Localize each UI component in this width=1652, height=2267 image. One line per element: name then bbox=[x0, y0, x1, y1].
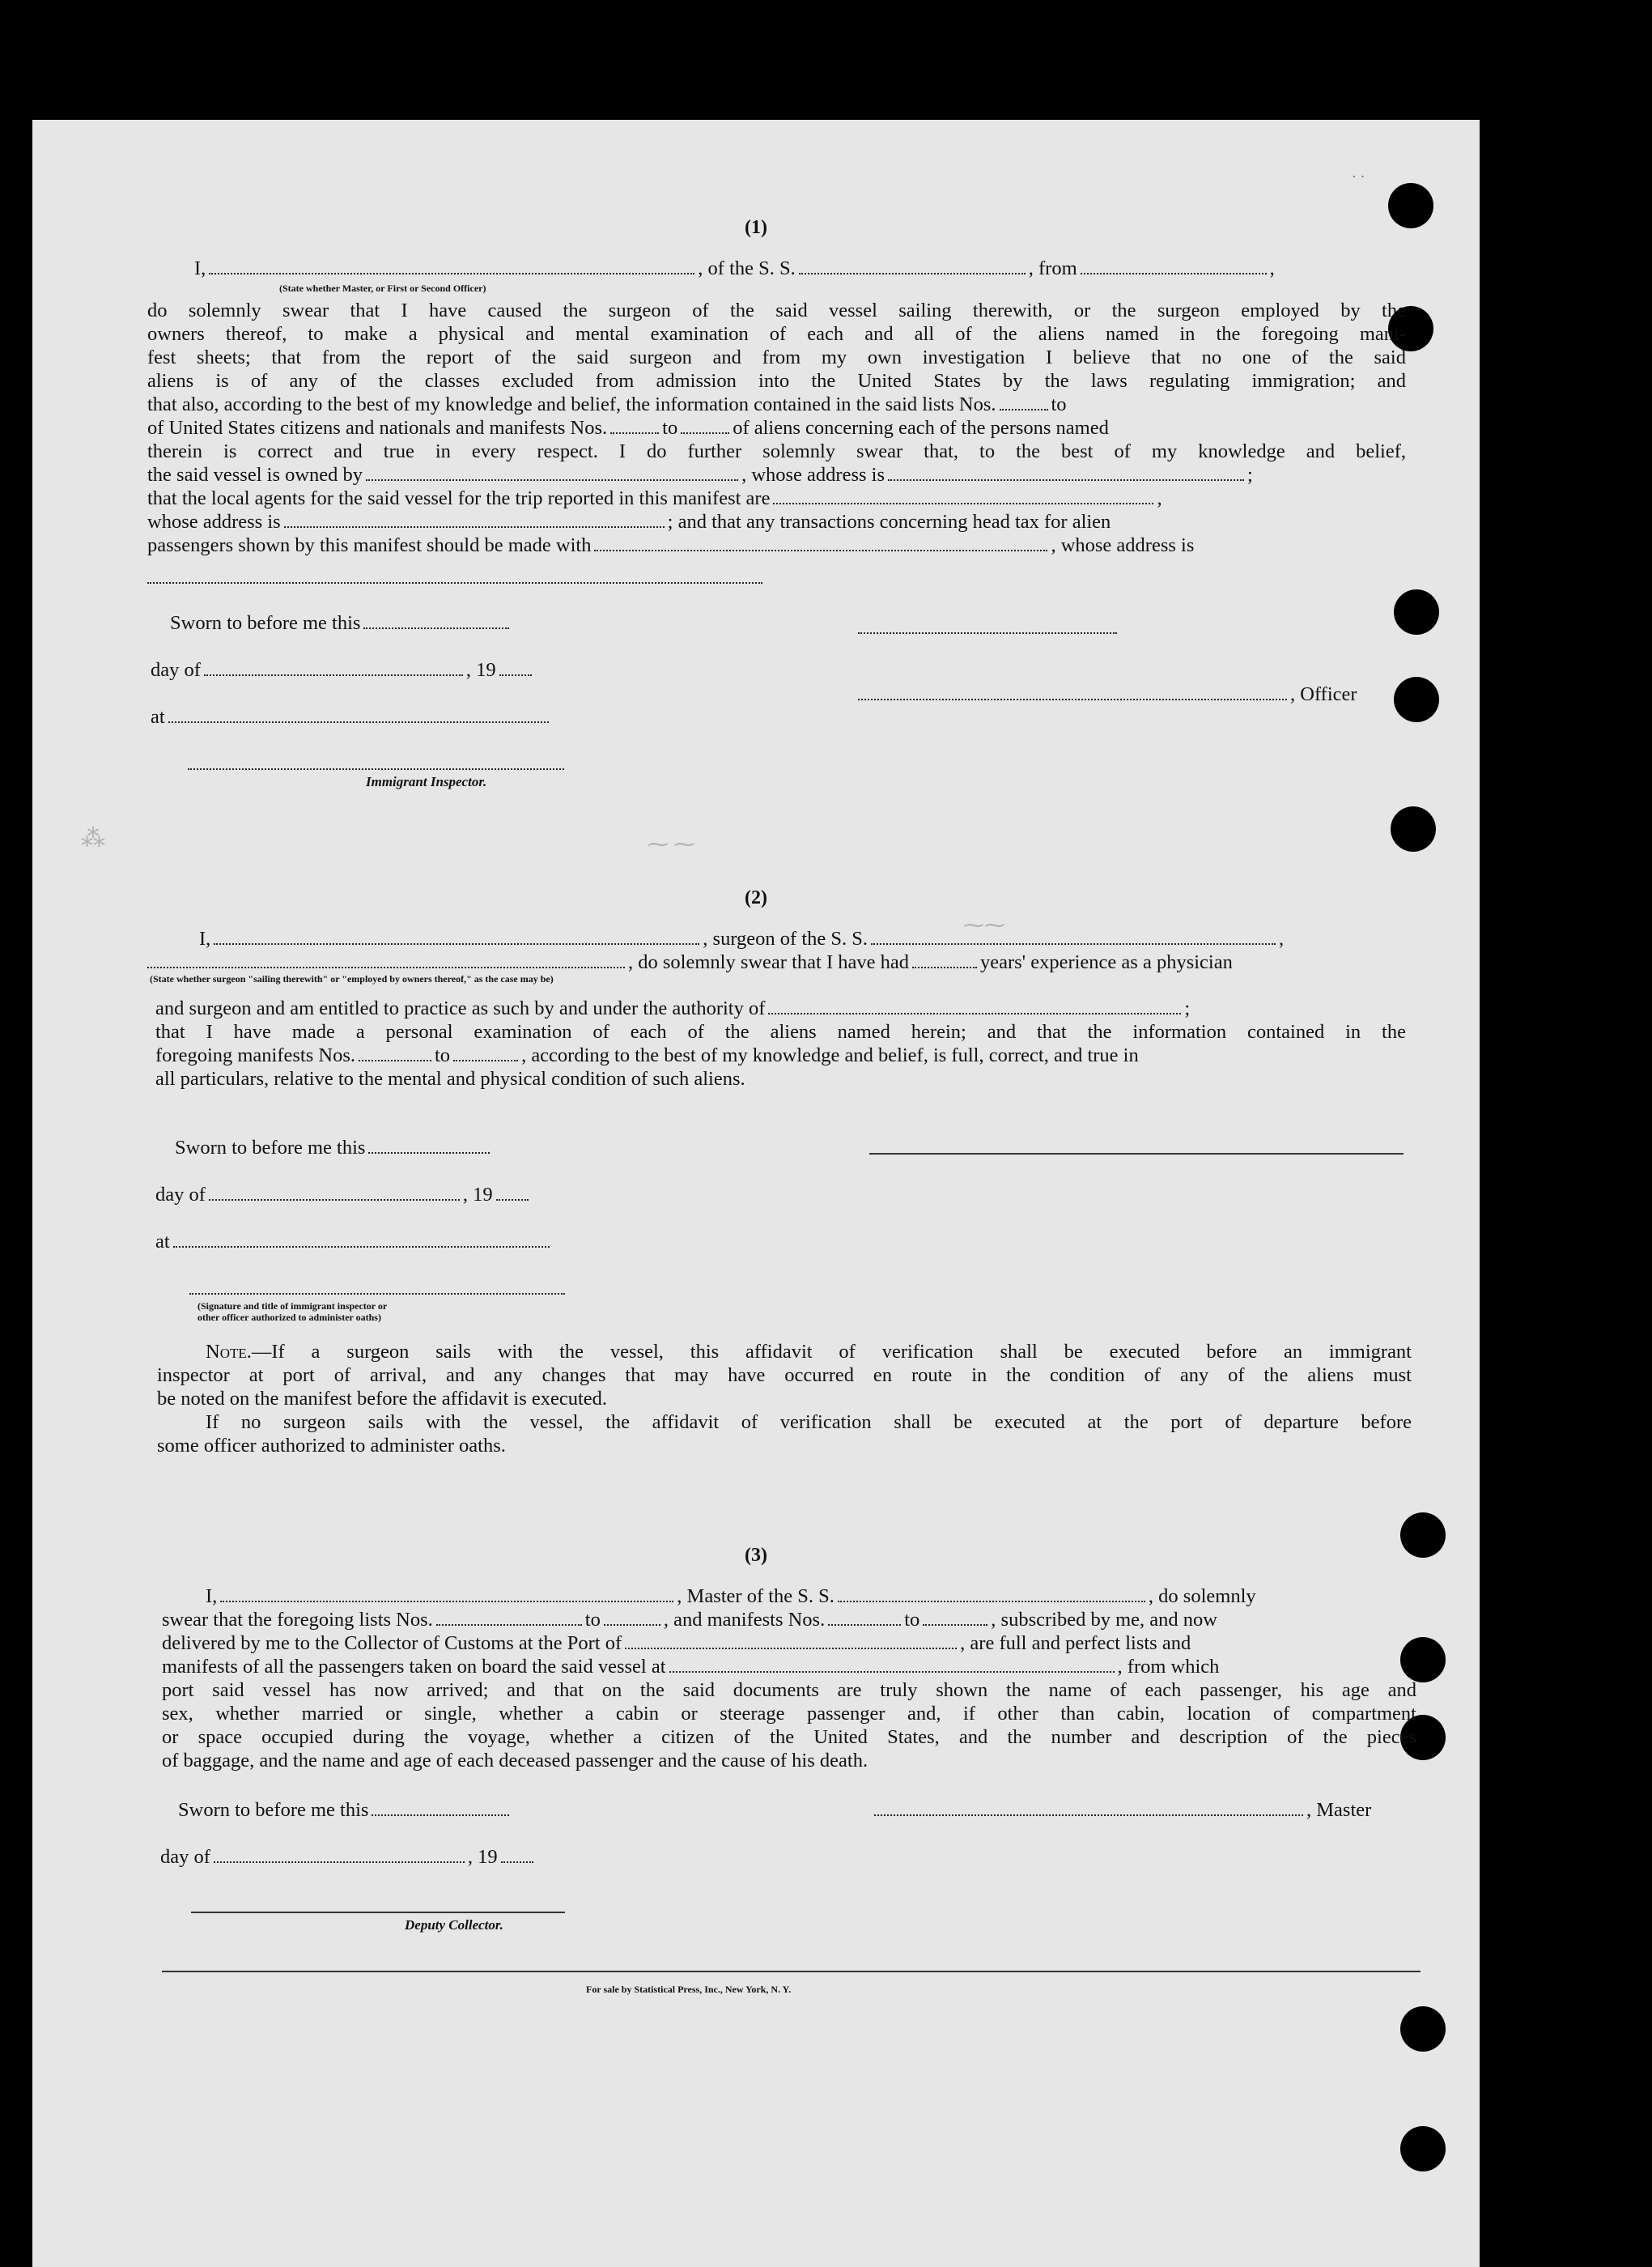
section-2-line: and surgeon and am entitled to practice as such by and under the authority of ; bbox=[155, 997, 1191, 1019]
section-3-line: manifests of all the passengers taken on board the said vessel at , from which bbox=[162, 1656, 1220, 1678]
punch-hole bbox=[1400, 1637, 1446, 1682]
inspector-signature-line bbox=[188, 768, 564, 770]
printer-credit: For sale by Statistical Press, Inc., New York, N. Y. bbox=[586, 1984, 792, 1995]
section-3-intro-line: I, , Master of the S. S. , do solemnly bbox=[206, 1585, 1256, 1607]
section-2-line: all particulars, relative to the mental and physical condition of such aliens. bbox=[155, 1068, 745, 1090]
section-2-line: foregoing manifests Nos. to , according to the best of my knowledge and belief, is full, correct, and true in bbox=[155, 1044, 1139, 1066]
section-1-line: the said vessel is owned by , whose address is ; bbox=[147, 464, 1253, 486]
punch-hole bbox=[1400, 2126, 1446, 2171]
footer-rule bbox=[162, 1971, 1421, 1972]
section-1-line: therein is correct and true in every respect. I do further solemnly swear that, to the best of my knowledge and belief, bbox=[147, 440, 1406, 462]
signature-line bbox=[858, 632, 1117, 634]
address-line bbox=[147, 581, 762, 584]
day-of-line: day of , 19 bbox=[160, 1846, 537, 1869]
punch-hole bbox=[1394, 589, 1439, 635]
note-line: inspector at port of arrival, and any changes that may have occurred en route in the condition of any of the aliens must bbox=[157, 1364, 1412, 1386]
section-2-line: that I have made a personal examination of each of the aliens named herein; and that the information contained in the bbox=[155, 1021, 1406, 1043]
form-page bbox=[32, 120, 1480, 2267]
section-1-line: owners thereof, to make a physical and mental examination of each and all of the aliens named in the foregoing mani- bbox=[147, 323, 1406, 345]
surgeon-caption: (State whether surgeon "sailing therewith" or "employed by owners thereof," as the case may be) bbox=[150, 973, 554, 985]
signature-caption: (Signature and title of immigrant inspector or bbox=[197, 1300, 388, 1312]
inspector-caption: Immigrant Inspector. bbox=[366, 774, 487, 789]
note-line: be noted on the manifest before the affidavit is executed. bbox=[157, 1388, 608, 1410]
section-3-line: of baggage, and the name and age of each deceased passenger and the cause of his death. bbox=[162, 1750, 868, 1771]
section-1-intro-line: I, , of the S. S. , from , bbox=[194, 257, 1275, 279]
section-3-line: swear that the foregoing lists Nos. to , and manifests Nos. to , subscribed by me, and now bbox=[162, 1609, 1217, 1631]
section-2-intro-line: I, , surgeon of the S. S. , bbox=[199, 928, 1285, 950]
section-2-line: , do solemnly swear that I have had years' experience as a physician bbox=[147, 951, 1233, 974]
section-3-line: or space occupied during the voyage, whether a citizen of the United States, and the number and description of the pieces bbox=[162, 1726, 1416, 1748]
section-1-line: whose address is ; and that any transactions concerning head tax for alien bbox=[147, 511, 1111, 533]
at-line: at bbox=[151, 706, 552, 729]
punch-hole bbox=[1400, 2006, 1446, 2052]
section-1-heading: (1) bbox=[745, 217, 767, 238]
section-3-heading: (3) bbox=[745, 1545, 767, 1566]
deputy-caption: Deputy Collector. bbox=[405, 1917, 503, 1933]
section-3-line: port said vessel has now arrived; and that on the said documents are truly shown the name of each passenger, his age and bbox=[162, 1679, 1416, 1701]
bleed-through-mark: ⁓ ⁓ bbox=[648, 832, 695, 856]
officer-caption: (State whether Master, or First or Second Officer) bbox=[279, 283, 486, 294]
section-1-line: that the local agents for the said vessel for the trip reported in this manifest are , bbox=[147, 487, 1162, 509]
section-1-line: that also, according to the best of my knowledge and belief, the information contained in the said lists Nos. to bbox=[147, 393, 1067, 415]
section-3-line: delivered by me to the Collector of Customs at the Port of , are full and perfect lists and bbox=[162, 1632, 1191, 1654]
bleed-through-mark: ⁓⁓ bbox=[963, 913, 1005, 937]
section-1-line: aliens is of any of the classes excluded from admission into the United States by the laws regulating immigration; and bbox=[147, 370, 1406, 392]
section-1-line: fest sheets; that from the report of the said surgeon and from my own investigation I believe that no one of the said bbox=[147, 347, 1406, 368]
sworn-line: Sworn to before me this bbox=[170, 612, 512, 635]
officer-line: , Officer bbox=[858, 683, 1357, 706]
section-2-heading: (2) bbox=[745, 887, 767, 908]
sworn-line: Sworn to before me this bbox=[178, 1799, 512, 1822]
master-signature-line: , Master bbox=[874, 1799, 1371, 1822]
signature-line bbox=[869, 1152, 1404, 1155]
note-line: If no surgeon sails with the vessel, the affidavit of verification shall be executed at the port of departure before bbox=[206, 1411, 1412, 1433]
ink-speck: · · bbox=[1352, 168, 1365, 185]
signature-caption: other officer authorized to administer oaths) bbox=[197, 1312, 381, 1323]
section-1-line: of United States citizens and nationals and manifests Nos. to of aliens concerning each of the persons named bbox=[147, 417, 1109, 439]
bleed-through-mark: ⁂ bbox=[81, 825, 105, 852]
day-of-line: day of , 19 bbox=[155, 1184, 532, 1206]
deputy-signature-line bbox=[191, 1911, 565, 1913]
section-1-line: do solemnly swear that I have caused the surgeon of the said vessel sailing therewith, or the surgeon employed by the bbox=[147, 300, 1406, 321]
punch-hole bbox=[1394, 677, 1439, 722]
section-3-line: sex, whether married or single, whether a cabin or steerage passenger and, if other than cabin, location of compartment bbox=[162, 1703, 1416, 1725]
at-line: at bbox=[155, 1231, 553, 1253]
inspector-signature-line bbox=[189, 1292, 565, 1295]
sworn-line: Sworn to before me this bbox=[175, 1137, 493, 1159]
note-line: Note.—If a surgeon sails with the vessel, this affidavit of verification shall be executed before an immigrant bbox=[206, 1341, 1412, 1363]
section-1-line: passengers shown by this manifest should be made with , whose address is bbox=[147, 534, 1195, 556]
day-of-line: day of , 19 bbox=[151, 659, 535, 682]
punch-hole bbox=[1391, 806, 1436, 852]
note-line: some officer authorized to administer oaths. bbox=[157, 1435, 506, 1457]
